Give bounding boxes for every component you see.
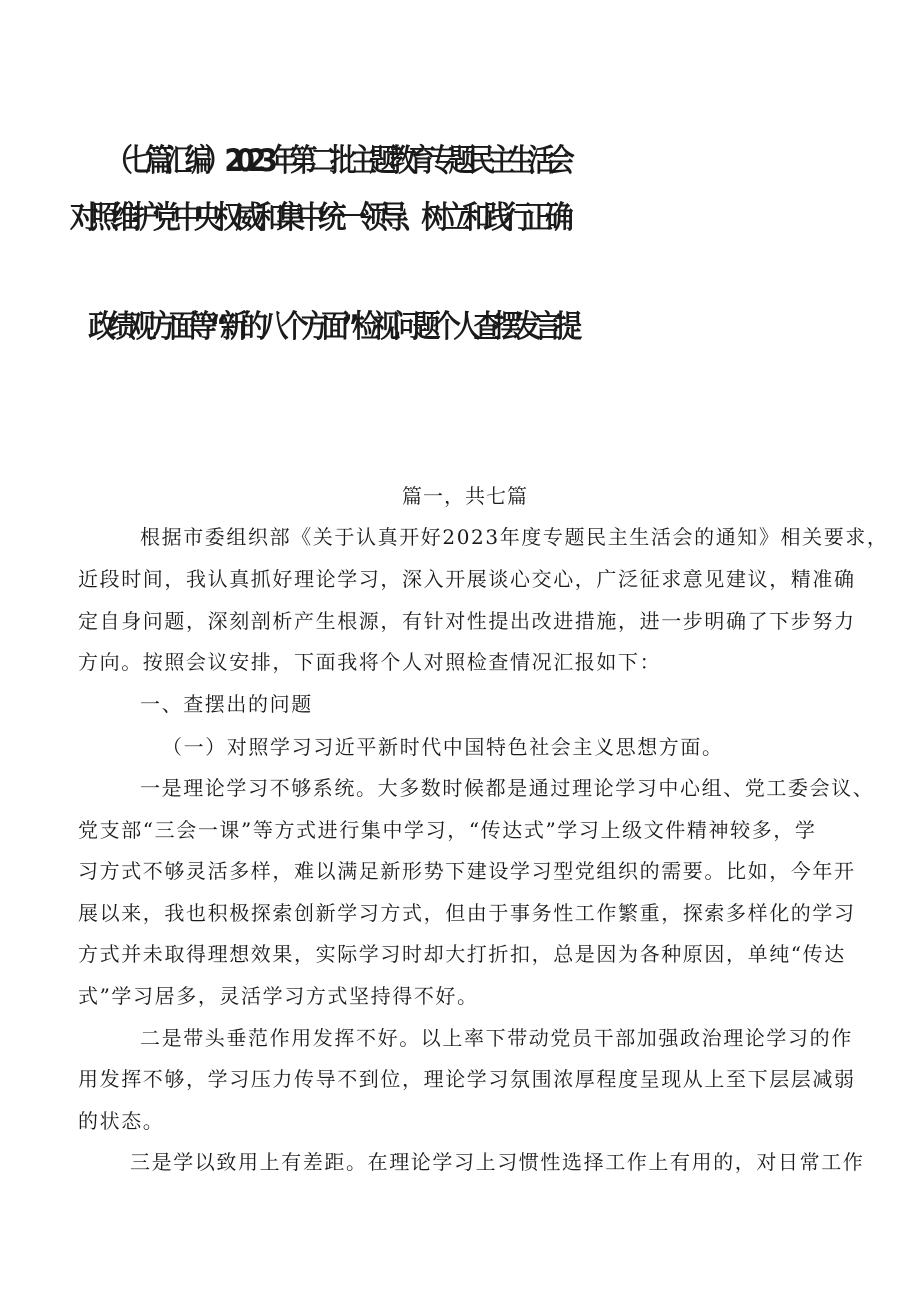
subheading-theory-study: （一）对照学习习近平新时代中国特色社会主义思想方面。 <box>162 735 724 759</box>
point2-line-3: 的状态。 <box>78 1109 165 1133</box>
point1-line-2: 党支部“三会一课”等方式进行集中学习，“传达式”学习上级文件精神较多，学 <box>78 818 817 842</box>
intro-line-3: 定自身问题，深刻剖析产生根源，有针对性提出改进措施，进一步明确了下步努力 <box>78 609 856 633</box>
intro-line-4: 方向。按照会议安排，下面我将个人对照检查情况汇报如下： <box>78 650 662 674</box>
document-title-line-3: 政绩观方面等“新的八个方面”检视问题个人查摆发言提 <box>88 309 575 345</box>
intro-line-2: 近段时间，我认真抓好理论学习，深入开展谈心交心，广泛征求意见建议，精准确 <box>78 567 856 591</box>
document-title-line-2: 对照维护党中央权威和集中统一领导、树立和践行正确 <box>69 200 566 236</box>
point2-line-2: 用发挥不够，学习压力传导不到位，理论学习氛围浓厚程度呈现从上至下层层减弱 <box>78 1067 856 1091</box>
point1-line-5: 方式并未取得理想效果，实际学习时却大打折扣，总是因为各种原因，单纯“传达 <box>78 942 846 966</box>
heading-problems: 一、查摆出的问题 <box>140 692 313 716</box>
point3-line-1: 三是学以致用上有差距。在理论学习上习惯性选择工作上有用的，对日常工作 <box>130 1150 865 1174</box>
document-title-line-1: （七篇汇编）2023年第二批主题教育专题民主生活会 <box>105 143 568 179</box>
section-label: 篇一，共七篇 <box>402 484 528 508</box>
point1-line-1: 一是理论学习不够系统。大多数时候都是通过理论学习中心组、党工委会议、 <box>140 776 875 800</box>
point1-line-3: 习方式不够灵活多样，难以满足新形势下建设学习型党组织的需要。比如，今年开 <box>78 859 856 883</box>
point1-line-4: 展以来，我也积极探索创新学习方式，但由于事务性工作繁重，探索多样化的学习 <box>78 901 856 925</box>
point1-line-6: 式”学习居多，灵活学习方式坚持得不好。 <box>78 984 479 1008</box>
intro-line-1: 根据市委组织部《关于认真开好2023年度专题民主生活会的通知》相关要求， <box>140 525 889 549</box>
point2-line-1: 二是带头垂范作用发挥不好。以上率下带动党员干部加强政治理论学习的作 <box>140 1026 853 1050</box>
